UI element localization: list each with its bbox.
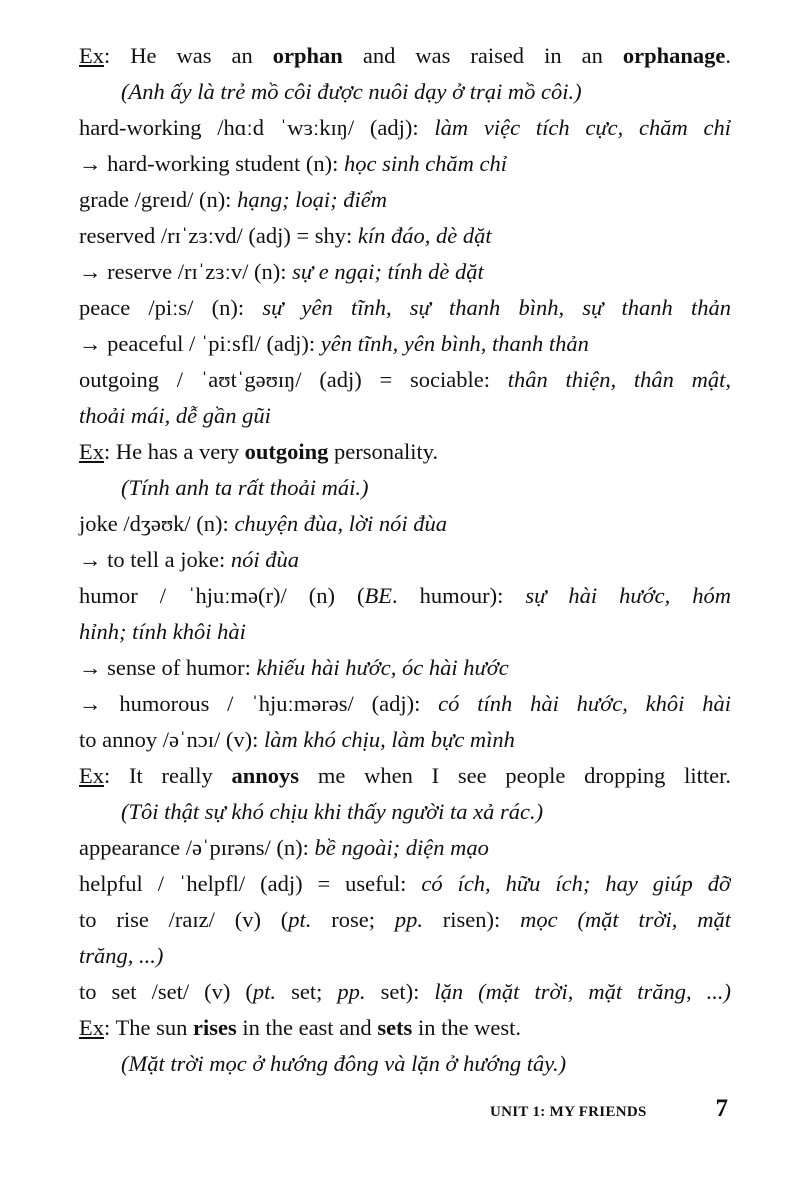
meaning-text: học sinh chăm chỉ xyxy=(343,151,508,176)
keyword-text: orphan xyxy=(272,43,343,68)
term-text: to set /set/ (v) ( xyxy=(79,979,253,1004)
entry-line xyxy=(79,146,731,182)
term-text: . xyxy=(725,43,731,68)
meaning-text: pt. xyxy=(252,979,277,1004)
entry-line xyxy=(79,506,731,542)
term-text: joke /dʒəʊk/ (n): xyxy=(79,511,235,536)
term-text: reserved /rɪˈzɜːvd/ (adj) = shy: xyxy=(79,223,358,248)
meaning-text: (Tôi thật sự khó chịu khi thấy người ta xả rác.) xyxy=(121,799,544,824)
entry-line xyxy=(79,542,731,578)
example-line xyxy=(79,38,731,74)
term-text: → humorous / ˈhjuːmərəs/ (adj): xyxy=(79,691,439,716)
term-text: helpful / ˈhelpfl/ (adj) = useful: xyxy=(79,871,422,896)
example-label: Ex xyxy=(79,439,104,464)
term-text: appearance /əˈpɪrəns/ (n): xyxy=(79,835,315,860)
term-text: humor / ˈhjuːmə(r)/ (n) ( xyxy=(79,583,365,608)
term-text: set): xyxy=(365,979,435,1004)
meaning-text: pp. xyxy=(337,979,366,1004)
unit-title: UNIT 1: MY FRIENDS xyxy=(490,1104,647,1120)
meaning-text: sự hài hước, hóm xyxy=(525,583,731,608)
term-text: : He was an xyxy=(104,43,273,68)
entry-line xyxy=(79,866,731,902)
meaning-text: kín đáo, dè dặt xyxy=(357,223,492,248)
meaning-text: có ích, hữu ích; hay giúp đỡ xyxy=(421,871,731,896)
meaning-text: lặn (mặt trời, mặt trăng, ...) xyxy=(434,979,731,1004)
meaning-text: BE xyxy=(364,583,392,608)
example-label: Ex xyxy=(79,43,104,68)
meaning-text: sự yên tĩnh, sự thanh bình, sự thanh thản xyxy=(262,295,731,320)
entry-line xyxy=(79,938,731,974)
term-text: → sense of humor: xyxy=(79,655,257,680)
term-text: grade /greɪd/ (n): xyxy=(79,187,238,212)
entry-line xyxy=(79,290,731,326)
entry-line xyxy=(79,974,731,1010)
meaning-text: làm khó chịu, làm bực mình xyxy=(263,727,515,752)
term-text: → to tell a joke: xyxy=(79,547,231,572)
keyword-text: orphanage xyxy=(622,43,726,68)
meaning-text: bề ngoài; diện mạo xyxy=(314,835,489,860)
page-number: 7 xyxy=(715,1095,728,1122)
page-footer xyxy=(490,1095,728,1123)
entry-line xyxy=(79,398,731,434)
entry-line xyxy=(79,650,731,686)
term-text: → hard-working student (n): xyxy=(79,151,344,176)
entry-line xyxy=(79,722,731,758)
term-text: to annoy /əˈnɔɪ/ (v): xyxy=(79,727,264,752)
vocabulary-list xyxy=(79,38,731,1082)
meaning-text: (Anh ấy là trẻ mồ côi được nuôi dạy ở trại mồ côi.) xyxy=(121,79,582,104)
entry-line xyxy=(79,254,731,290)
example-line xyxy=(79,434,731,470)
meaning-text: yên tĩnh, yên bình, thanh thản xyxy=(320,331,589,356)
term-text: in the west. xyxy=(412,1015,522,1040)
meaning-text: sự e ngại; tính dè dặt xyxy=(292,259,484,284)
term-text: : The sun xyxy=(104,1015,193,1040)
meaning-text: nói đùa xyxy=(230,547,299,572)
term-text: personality. xyxy=(328,439,439,464)
example-label: Ex xyxy=(79,1015,104,1040)
term-text: risen): xyxy=(422,907,521,932)
meaning-text: pt. xyxy=(288,907,312,932)
translation-line xyxy=(79,74,731,110)
translation-line xyxy=(79,794,731,830)
keyword-text: annoys xyxy=(231,763,300,788)
translation-line xyxy=(79,1046,731,1082)
example-label: Ex xyxy=(79,763,104,788)
keyword-text: outgoing xyxy=(244,439,329,464)
term-text: set; xyxy=(276,979,338,1004)
term-text: peace /piːs/ (n): xyxy=(79,295,263,320)
term-text: . humour): xyxy=(391,583,526,608)
term-text: rose; xyxy=(311,907,395,932)
term-text: in the east and xyxy=(236,1015,378,1040)
meaning-text: trăng, ...) xyxy=(79,943,164,968)
meaning-text: chuyện đùa, lời nói đùa xyxy=(234,511,448,536)
meaning-text: thoải mái, dễ gần gũi xyxy=(79,403,271,428)
keyword-text: rises xyxy=(192,1015,237,1040)
example-line xyxy=(79,758,731,794)
meaning-text: khiếu hài hước, óc hài hước xyxy=(256,655,509,680)
entry-line xyxy=(79,578,731,614)
entry-line xyxy=(79,686,731,722)
entry-line xyxy=(79,902,731,938)
term-text: outgoing / ˈaʊtˈgəʊɪŋ/ (adj) = sociable: xyxy=(79,367,508,392)
entry-line xyxy=(79,614,731,650)
entry-line xyxy=(79,182,731,218)
meaning-text: có tính hài hước, khôi hài xyxy=(438,691,731,716)
meaning-text: hỉnh; tính khôi hài xyxy=(79,619,246,644)
entry-line xyxy=(79,830,731,866)
term-text: hard-working /hɑːd ˈwɜːkɪŋ/ (adj): xyxy=(79,115,435,140)
entry-line xyxy=(79,326,731,362)
term-text: and was raised in an xyxy=(342,43,623,68)
term-text: → peaceful / ˈpiːsfl/ (adj): xyxy=(79,331,321,356)
translation-line xyxy=(79,470,731,506)
term-text: : It really xyxy=(104,763,232,788)
term-text: me when I see people dropping litter. xyxy=(299,763,731,788)
meaning-text: pp. xyxy=(394,907,423,932)
term-text: to rise /raɪz/ (v) ( xyxy=(79,907,289,932)
keyword-text: sets xyxy=(377,1015,413,1040)
meaning-text: (Tính anh ta rất thoải mái.) xyxy=(121,475,369,500)
example-line xyxy=(79,1010,731,1046)
entry-line xyxy=(79,218,731,254)
meaning-text: làm việc tích cực, chăm chỉ xyxy=(434,115,731,140)
meaning-text: (Mặt trời mọc ở hướng đông và lặn ở hướng tây.) xyxy=(121,1051,567,1076)
entry-line xyxy=(79,362,731,398)
term-text: → reserve /rɪˈzɜːv/ (n): xyxy=(79,259,293,284)
term-text: : He has a very xyxy=(104,439,245,464)
meaning-text: hạng; loại; điểm xyxy=(237,187,388,212)
meaning-text: thân thiện, thân mật, xyxy=(507,367,731,392)
meaning-text: mọc (mặt trời, mặt xyxy=(520,907,731,932)
entry-line xyxy=(79,110,731,146)
